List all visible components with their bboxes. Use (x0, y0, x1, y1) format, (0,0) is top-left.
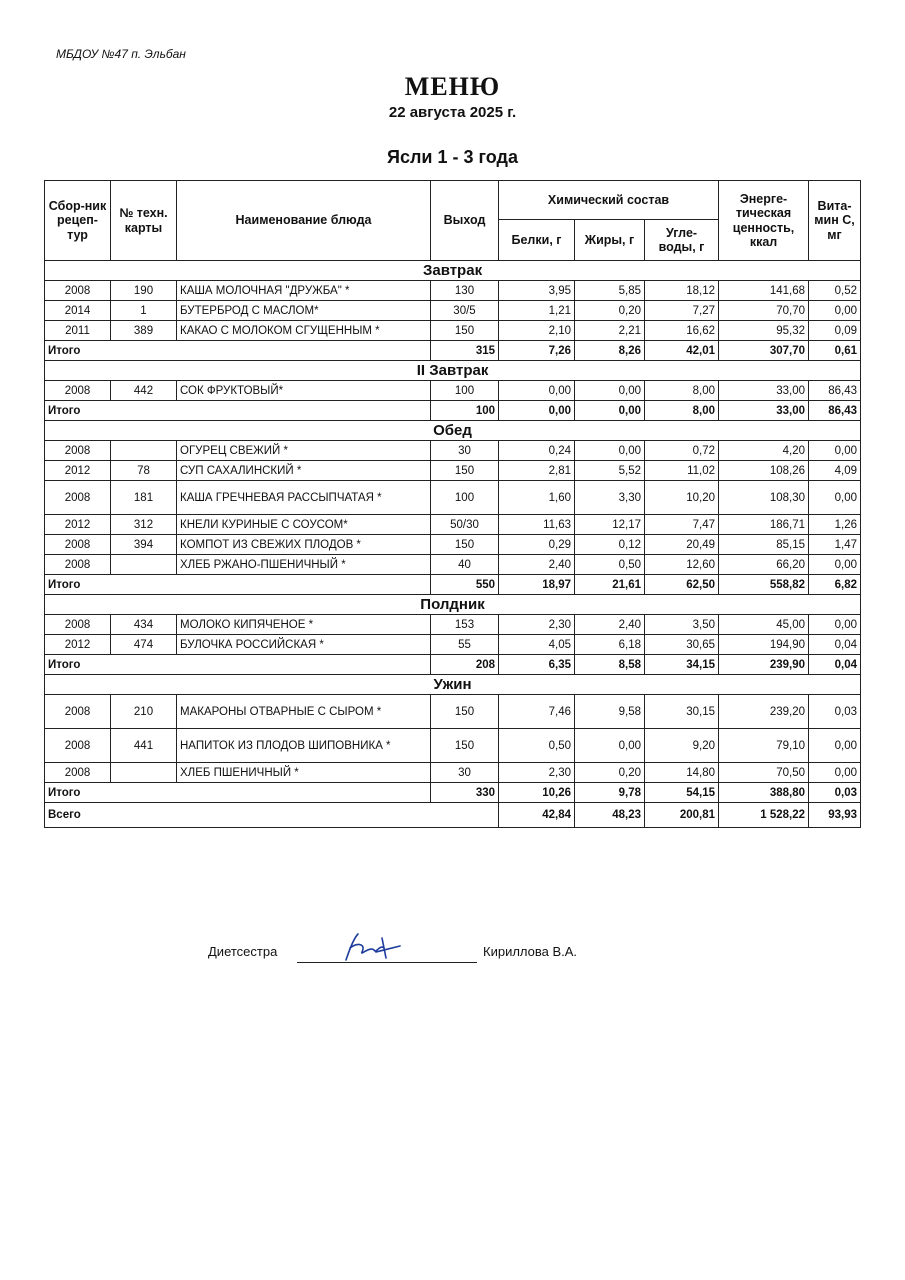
organization-name: МБДОУ №47 п. Эльбан (56, 47, 186, 61)
section-total-row (45, 341, 861, 361)
tech-card-number: 312 (111, 515, 177, 535)
protein-value: 2,10 (499, 321, 575, 341)
total-protein: 10,26 (499, 783, 575, 803)
tech-card-number: 1 (111, 301, 177, 321)
page-title: МЕНЮ (404, 72, 501, 101)
signature-role: Диетсестра (208, 944, 278, 959)
total-energy: 307,70 (719, 341, 809, 361)
total-fat: 8,58 (575, 655, 645, 675)
dish-name: ХЛЕБ ПШЕНИЧНЫЙ * (177, 763, 431, 783)
total-carbs: 42,01 (645, 341, 719, 361)
portion-size: 55 (431, 635, 499, 655)
grand-total-carbs: 200,81 (645, 803, 719, 828)
fat-value: 0,50 (575, 555, 645, 575)
grand-total-energy: 1 528,22 (719, 803, 809, 828)
table-row (45, 441, 861, 461)
collection-year: 2008 (45, 763, 111, 783)
section-title: Ужин (45, 675, 861, 695)
energy-value: 70,50 (719, 763, 809, 783)
protein-value: 1,60 (499, 481, 575, 515)
carbs-value: 11,02 (645, 461, 719, 481)
portion-size: 50/30 (431, 515, 499, 535)
table-row (45, 461, 861, 481)
fat-value: 9,58 (575, 695, 645, 729)
carbs-value: 8,00 (645, 381, 719, 401)
dish-name: МАКАРОНЫ ОТВАРНЫЕ С СЫРОМ * (177, 695, 431, 729)
collection-year: 2012 (45, 461, 111, 481)
energy-value: 45,00 (719, 615, 809, 635)
collection-year: 2008 (45, 441, 111, 461)
menu-table-body (45, 261, 861, 828)
section-title: Обед (45, 421, 861, 441)
total-label: Итого (45, 341, 431, 361)
tech-card-number: 442 (111, 381, 177, 401)
fat-value: 0,12 (575, 535, 645, 555)
energy-value: 66,20 (719, 555, 809, 575)
grand-total-label: Всего (45, 803, 499, 828)
table-row (45, 301, 861, 321)
carbs-value: 30,65 (645, 635, 719, 655)
section-title: II Завтрак (45, 361, 861, 381)
total-vitamin: 86,43 (809, 401, 861, 421)
total-energy: 33,00 (719, 401, 809, 421)
collection-year: 2012 (45, 515, 111, 535)
signature-name: Кириллова В.А. (483, 944, 578, 959)
table-row (45, 281, 861, 301)
total-fat: 0,00 (575, 401, 645, 421)
energy-value: 194,90 (719, 635, 809, 655)
protein-value: 2,30 (499, 763, 575, 783)
col-protein-header: Белки, г (499, 220, 575, 261)
protein-value: 3,95 (499, 281, 575, 301)
vitamin-value: 0,09 (809, 321, 861, 341)
portion-size: 30 (431, 763, 499, 783)
table-row (45, 695, 861, 729)
energy-value: 4,20 (719, 441, 809, 461)
section-header-row (45, 595, 861, 615)
protein-value: 0,00 (499, 381, 575, 401)
fat-value: 2,40 (575, 615, 645, 635)
dish-name: КНЕЛИ КУРИНЫЕ С СОУСОМ* (177, 515, 431, 535)
section-header-row (45, 361, 861, 381)
protein-value: 2,81 (499, 461, 575, 481)
table-row (45, 635, 861, 655)
section-total-row (45, 783, 861, 803)
age-group: Ясли 1 - 3 года (387, 147, 518, 167)
protein-value: 11,63 (499, 515, 575, 535)
table-row (45, 515, 861, 535)
menu-table (44, 180, 861, 828)
dish-name: СУП САХАЛИНСКИЙ * (177, 461, 431, 481)
grand-total-row (45, 803, 861, 828)
energy-value: 141,68 (719, 281, 809, 301)
protein-value: 4,05 (499, 635, 575, 655)
vitamin-value: 0,03 (809, 695, 861, 729)
protein-value: 1,21 (499, 301, 575, 321)
energy-value: 70,70 (719, 301, 809, 321)
total-vitamin: 0,61 (809, 341, 861, 361)
dish-name: БУЛОЧКА РОССИЙСКАЯ * (177, 635, 431, 655)
tech-card-number: 78 (111, 461, 177, 481)
total-energy: 558,82 (719, 575, 809, 595)
vitamin-value: 0,00 (809, 301, 861, 321)
total-fat: 9,78 (575, 783, 645, 803)
collection-year: 2008 (45, 555, 111, 575)
carbs-value: 20,49 (645, 535, 719, 555)
dish-name: МОЛОКО КИПЯЧЕНОЕ * (177, 615, 431, 635)
tech-card-number: 441 (111, 729, 177, 763)
total-portion: 550 (431, 575, 499, 595)
vitamin-value: 0,00 (809, 729, 861, 763)
col-vitamin-header: Вита-мин С, мг (809, 181, 861, 261)
total-energy: 388,80 (719, 783, 809, 803)
fat-value: 0,20 (575, 301, 645, 321)
fat-value: 12,17 (575, 515, 645, 535)
section-total-row (45, 401, 861, 421)
dish-name: ОГУРЕЦ СВЕЖИЙ * (177, 441, 431, 461)
collection-year: 2011 (45, 321, 111, 341)
col-chem-header: Химический состав (499, 181, 719, 220)
col-carbs-header: Угле-воды, г (645, 220, 719, 261)
vitamin-value: 0,52 (809, 281, 861, 301)
protein-value: 7,46 (499, 695, 575, 729)
fat-value: 0,00 (575, 381, 645, 401)
total-portion: 315 (431, 341, 499, 361)
energy-value: 108,26 (719, 461, 809, 481)
col-card-header: № техн. карты (111, 181, 177, 261)
protein-value: 2,30 (499, 615, 575, 635)
fat-value: 3,30 (575, 481, 645, 515)
total-carbs: 54,15 (645, 783, 719, 803)
portion-size: 150 (431, 695, 499, 729)
protein-value: 2,40 (499, 555, 575, 575)
tech-card-number: 190 (111, 281, 177, 301)
carbs-value: 9,20 (645, 729, 719, 763)
portion-size: 100 (431, 381, 499, 401)
total-vitamin: 0,03 (809, 783, 861, 803)
carbs-value: 16,62 (645, 321, 719, 341)
total-label: Итого (45, 783, 431, 803)
col-dish-header: Наименование блюда (177, 181, 431, 261)
collection-year: 2014 (45, 301, 111, 321)
vitamin-value: 4,09 (809, 461, 861, 481)
col-collection-header: Сбор-ник рецеп-тур (45, 181, 111, 261)
collection-year: 2008 (45, 729, 111, 763)
col-portion-header: Выход (431, 181, 499, 261)
total-vitamin: 0,04 (809, 655, 861, 675)
energy-value: 85,15 (719, 535, 809, 555)
protein-value: 0,24 (499, 441, 575, 461)
dish-name: ХЛЕБ РЖАНО-ПШЕНИЧНЫЙ * (177, 555, 431, 575)
dish-name: КАША ГРЕЧНЕВАЯ РАССЫПЧАТАЯ * (177, 481, 431, 515)
total-carbs: 8,00 (645, 401, 719, 421)
carbs-value: 0,72 (645, 441, 719, 461)
vitamin-value: 0,04 (809, 635, 861, 655)
collection-year: 2008 (45, 381, 111, 401)
fat-value: 5,52 (575, 461, 645, 481)
table-row (45, 729, 861, 763)
energy-value: 95,32 (719, 321, 809, 341)
handwritten-signature (340, 930, 404, 964)
total-carbs: 34,15 (645, 655, 719, 675)
tech-card-number (111, 555, 177, 575)
portion-size: 30 (431, 441, 499, 461)
fat-value: 6,18 (575, 635, 645, 655)
portion-size: 130 (431, 281, 499, 301)
portion-size: 150 (431, 535, 499, 555)
dish-name: СОК ФРУКТОВЫЙ* (177, 381, 431, 401)
section-title: Полдник (45, 595, 861, 615)
total-energy: 239,90 (719, 655, 809, 675)
fat-value: 5,85 (575, 281, 645, 301)
carbs-value: 14,80 (645, 763, 719, 783)
energy-value: 33,00 (719, 381, 809, 401)
section-header-row (45, 675, 861, 695)
total-carbs: 62,50 (645, 575, 719, 595)
tech-card-number (111, 763, 177, 783)
vitamin-value: 0,00 (809, 555, 861, 575)
vitamin-value: 1,26 (809, 515, 861, 535)
dish-name: КАША МОЛОЧНАЯ "ДРУЖБА" * (177, 281, 431, 301)
grand-total-vitamin: 93,93 (809, 803, 861, 828)
protein-value: 0,50 (499, 729, 575, 763)
portion-size: 30/5 (431, 301, 499, 321)
collection-year: 2008 (45, 615, 111, 635)
section-header-row (45, 261, 861, 281)
section-total-row (45, 655, 861, 675)
portion-size: 153 (431, 615, 499, 635)
energy-value: 79,10 (719, 729, 809, 763)
carbs-value: 3,50 (645, 615, 719, 635)
table-row (45, 555, 861, 575)
total-protein: 7,26 (499, 341, 575, 361)
protein-value: 0,29 (499, 535, 575, 555)
portion-size: 150 (431, 729, 499, 763)
fat-value: 0,20 (575, 763, 645, 783)
carbs-value: 30,15 (645, 695, 719, 729)
dish-name: НАПИТОК ИЗ ПЛОДОВ ШИПОВНИКА * (177, 729, 431, 763)
table-row (45, 321, 861, 341)
total-fat: 21,61 (575, 575, 645, 595)
vitamin-value: 0,00 (809, 763, 861, 783)
menu-date: 22 августа 2025 г. (388, 104, 517, 121)
energy-value: 108,30 (719, 481, 809, 515)
dish-name: КАКАО С МОЛОКОМ СГУЩЕННЫМ * (177, 321, 431, 341)
total-portion: 208 (431, 655, 499, 675)
carbs-value: 10,20 (645, 481, 719, 515)
section-header-row (45, 421, 861, 441)
grand-total-protein: 42,84 (499, 803, 575, 828)
col-energy-header: Энерге-тическая ценность, ккал (719, 181, 809, 261)
total-label: Итого (45, 401, 431, 421)
col-fat-header: Жиры, г (575, 220, 645, 261)
section-title: Завтрак (45, 261, 861, 281)
energy-value: 186,71 (719, 515, 809, 535)
tech-card-number: 181 (111, 481, 177, 515)
tech-card-number (111, 441, 177, 461)
portion-size: 150 (431, 321, 499, 341)
energy-value: 239,20 (719, 695, 809, 729)
dish-name: БУТЕРБРОД С МАСЛОМ* (177, 301, 431, 321)
collection-year: 2008 (45, 481, 111, 515)
tech-card-number: 394 (111, 535, 177, 555)
total-protein: 6,35 (499, 655, 575, 675)
vitamin-value: 86,43 (809, 381, 861, 401)
total-label: Итого (45, 655, 431, 675)
tech-card-number: 474 (111, 635, 177, 655)
total-protein: 0,00 (499, 401, 575, 421)
collection-year: 2008 (45, 535, 111, 555)
table-row (45, 535, 861, 555)
total-protein: 18,97 (499, 575, 575, 595)
total-fat: 8,26 (575, 341, 645, 361)
total-portion: 330 (431, 783, 499, 803)
carbs-value: 7,47 (645, 515, 719, 535)
carbs-value: 12,60 (645, 555, 719, 575)
total-portion: 100 (431, 401, 499, 421)
carbs-value: 7,27 (645, 301, 719, 321)
vitamin-value: 0,00 (809, 481, 861, 515)
carbs-value: 18,12 (645, 281, 719, 301)
table-row (45, 615, 861, 635)
section-total-row (45, 575, 861, 595)
vitamin-value: 0,00 (809, 615, 861, 635)
table-row (45, 481, 861, 515)
vitamin-value: 0,00 (809, 441, 861, 461)
total-label: Итого (45, 575, 431, 595)
table-row (45, 381, 861, 401)
portion-size: 40 (431, 555, 499, 575)
tech-card-number: 210 (111, 695, 177, 729)
tech-card-number: 389 (111, 321, 177, 341)
fat-value: 0,00 (575, 729, 645, 763)
total-vitamin: 6,82 (809, 575, 861, 595)
vitamin-value: 1,47 (809, 535, 861, 555)
dish-name: КОМПОТ ИЗ СВЕЖИХ ПЛОДОВ * (177, 535, 431, 555)
fat-value: 0,00 (575, 441, 645, 461)
grand-total-fat: 48,23 (575, 803, 645, 828)
portion-size: 150 (431, 461, 499, 481)
tech-card-number: 434 (111, 615, 177, 635)
fat-value: 2,21 (575, 321, 645, 341)
collection-year: 2008 (45, 695, 111, 729)
table-row (45, 763, 861, 783)
collection-year: 2008 (45, 281, 111, 301)
portion-size: 100 (431, 481, 499, 515)
collection-year: 2012 (45, 635, 111, 655)
